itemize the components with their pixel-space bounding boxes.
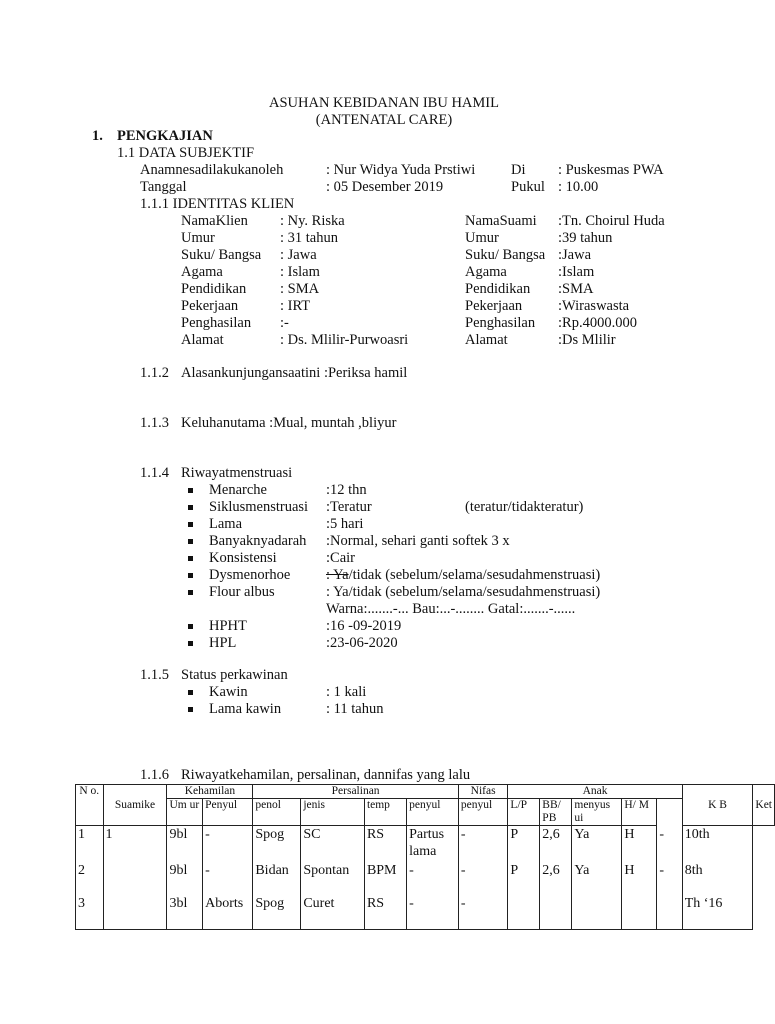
siklus-note: (teratur/tidakteratur) [465, 499, 584, 515]
perkawinan-heading: Status perkawinan [181, 667, 288, 683]
table-group-header [76, 785, 775, 799]
bullet-icon [188, 488, 193, 493]
header-penolong: penol [253, 799, 301, 826]
tanggal-label: Tanggal [140, 179, 187, 195]
suami-value: :Tn. Choirul Huda [558, 213, 665, 229]
cell-penyulit-kehamilan: Aborts [203, 895, 253, 930]
cell-kb: - [657, 826, 682, 862]
section-number: 1. [92, 128, 103, 144]
identitas-heading: 1.1.1 IDENTITAS KLIEN [140, 196, 295, 212]
klien-value: : SMA [280, 281, 320, 297]
perkawinan-label: Kawin [209, 684, 248, 700]
menstruasi-number: 1.1.4 [140, 465, 169, 481]
riwayat-number: 1.1.6 [140, 767, 169, 783]
klien-label: Penghasilan [181, 315, 252, 331]
cell-tempat: RS [364, 826, 406, 862]
bullet-icon [188, 573, 193, 578]
suami-label: Suku/ Bangsa [465, 247, 546, 263]
klien-value: : Ny. Riska [280, 213, 345, 229]
cell-lp: P [508, 862, 540, 895]
suami-value: :SMA [558, 281, 594, 297]
klien-label: Umur [181, 230, 215, 246]
klien-value: : 31 tahun [280, 230, 338, 246]
cell-penyulit-kehamilan: - [203, 826, 253, 862]
cell-umur: 9bl [167, 862, 203, 895]
klien-label: Suku/ Bangsa [181, 247, 262, 263]
tanggal-value: : 05 Desember 2019 [326, 179, 444, 195]
suami-label: Agama [465, 264, 507, 280]
cell-umur: 3bl [167, 895, 203, 930]
header-lp: L/P [508, 799, 540, 826]
menstruasi-value: :Teratur [326, 499, 372, 515]
cell-no: 1 [76, 826, 104, 862]
menstruasi-heading: Riwayatmenstruasi [181, 465, 293, 481]
alasan-number: 1.1.2 [140, 365, 169, 381]
cell-no: 3 [76, 895, 104, 930]
header-bbpb: BB/ PB [540, 799, 572, 826]
suami-label: Penghasilan [465, 315, 536, 331]
header-ket: Ket [753, 785, 775, 826]
cell-bbpb [540, 895, 572, 930]
header-penyulit-nifas: penyul [458, 799, 508, 826]
pukul-label: Pukul [511, 179, 545, 195]
menstruasi-value: :5 hari [326, 516, 364, 532]
keluhan-number: 1.1.3 [140, 415, 169, 431]
cell-jenis: Spontan [301, 862, 365, 895]
bullet-icon [188, 641, 193, 646]
header-jenis: jenis [301, 799, 365, 826]
menstruasi-label: Dysmenorhoe [209, 567, 291, 583]
menstruasi-label: Banyaknyadarah [209, 533, 307, 549]
menstruasi-value: : Ya/tidak (sebelum/selama/sesudahmenstruasi) [326, 584, 601, 600]
menstruasi-label: Flour albus [209, 584, 275, 600]
bullet-icon [188, 505, 193, 510]
cell-bbpb: 2,6 [540, 826, 572, 862]
perkawinan-value: : 1 kali [326, 684, 367, 700]
klien-value: : IRT [280, 298, 311, 314]
cell-penyulit-persalinan: - [407, 862, 459, 895]
dysmenorhoe-value [326, 567, 600, 584]
cell-penyulit-nifas: - [458, 862, 508, 895]
cell-hm [622, 895, 657, 930]
riwayat-table [75, 784, 775, 930]
menstruasi-value: :23-06-2020 [326, 635, 398, 651]
cell-kb: - [657, 862, 682, 895]
cell-penyulit-kehamilan: - [203, 862, 253, 895]
menstruasi-label: Lama [209, 516, 243, 532]
bullet-icon [188, 556, 193, 561]
menstruasi-value: :12 thn [326, 482, 367, 498]
cell-suamike: 1 [103, 826, 167, 862]
bullet-icon [188, 539, 193, 544]
cell-penyulit-persalinan: - [407, 895, 459, 930]
suami-label: Umur [465, 230, 499, 246]
cell-hm: H [622, 826, 657, 862]
cell-penolong: Spog [253, 895, 301, 930]
header-kb: K B [682, 785, 753, 826]
group-kehamilan: Kehamilan [167, 785, 253, 799]
cell-penyulit-nifas: - [458, 826, 508, 862]
cell-tempat: BPM [364, 862, 406, 895]
menstruasi-value: :16 -09-2019 [326, 618, 402, 634]
header-menyusui: menyus ui [572, 799, 622, 826]
menstruasi-label: HPL [209, 635, 237, 651]
cell-menyusui: Ya [572, 826, 622, 862]
header-umur: Um ur [167, 799, 203, 826]
cell-penyulit-persalinan: Partus lama [407, 826, 459, 862]
klien-value: : Jawa [280, 247, 317, 263]
pukul-value: : 10.00 [558, 179, 599, 195]
klien-value: : Ds. Mlilir-Purwoasri [280, 332, 409, 348]
cell-penyulit-nifas: - [458, 895, 508, 930]
subjektif-title: 1.1 DATA SUBJEKTIF [117, 145, 255, 161]
bullet-icon [188, 690, 193, 695]
cell-hm: H [622, 862, 657, 895]
cell-bbpb: 2,6 [540, 862, 572, 895]
table-column-header [76, 799, 775, 826]
header-penyulit-kehamilan: Penyul [203, 799, 253, 826]
cell-jenis: SC [301, 826, 365, 862]
cell-lp: P [508, 826, 540, 862]
header-tempat: temp [364, 799, 406, 826]
di-value: : Puskesmas PWA [558, 162, 664, 178]
alasan-text: Alasankunjungansaatini :Periksa hamil [181, 365, 408, 381]
cell-kb [657, 895, 682, 930]
table-row [76, 826, 775, 862]
suami-value: :Islam [558, 264, 595, 280]
klien-label: Pendidikan [181, 281, 247, 297]
section-title: PENGKAJIAN [117, 128, 213, 144]
bullet-icon [188, 590, 193, 595]
suami-value: :Wiraswasta [558, 298, 630, 314]
menstruasi-value: :Cair [326, 550, 355, 566]
klien-label: Pekerjaan [181, 298, 239, 314]
header-hm: H/ M [622, 799, 657, 826]
table-row [76, 895, 775, 930]
di-label: Di [511, 162, 526, 178]
suami-label: Pendidikan [465, 281, 531, 297]
suami-label: Alamat [465, 332, 508, 348]
cell-ket: 10th [682, 826, 753, 862]
flour-detail: Warna:.......-... Bau:...-........ Gatal:.......-...... [326, 601, 576, 617]
riwayat-heading: Riwayatkehamilan, persalinan, dannifas yang lalu [181, 767, 471, 783]
menstruasi-label: Siklusmenstruasi [209, 499, 309, 515]
table-row [76, 862, 775, 895]
cell-jenis: Curet [301, 895, 365, 930]
suami-value: :Jawa [558, 247, 592, 263]
struck-option: : Ya [326, 567, 349, 583]
header-penyulit-persalinan: penyul [407, 799, 459, 826]
suami-value: :Ds Mlilir [558, 332, 616, 348]
cell-ket: 8th [682, 862, 753, 895]
cell-ket: Th ‘16 [682, 895, 753, 930]
dysmenorhoe-options: /tidak (sebelum/selama/sesudahmenstruasi) [348, 567, 601, 583]
perkawinan-number: 1.1.5 [140, 667, 169, 683]
group-anak: Anak [508, 785, 682, 799]
group-nifas: Nifas [458, 785, 508, 799]
cell-menyusui [572, 895, 622, 930]
anamnesa-value: : Nur Widya Yuda Prstiwi [326, 162, 476, 178]
klien-label: Agama [181, 264, 223, 280]
keluhan-text: Keluhanutama :Mual, muntah ,bliyur [181, 415, 397, 431]
cell-suamike [103, 895, 167, 930]
klien-label: Alamat [181, 332, 224, 348]
cell-suamike [103, 862, 167, 895]
group-persalinan: Persalinan [253, 785, 459, 799]
cell-tempat: RS [364, 895, 406, 930]
suami-label: NamaSuami [465, 213, 537, 229]
bullet-icon [188, 707, 193, 712]
cell-penolong: Bidan [253, 862, 301, 895]
doc-subtitle: (ANTENATAL CARE) [315, 112, 453, 128]
suami-value: :Rp.4000.000 [558, 315, 637, 331]
cell-penolong: Spog [253, 826, 301, 862]
anamnesa-label: Anamnesadilakukanoleh [140, 162, 284, 178]
header-suamike: Suamike [103, 785, 167, 826]
suami-value: :39 tahun [558, 230, 613, 246]
cell-umur: 9bl [167, 826, 203, 862]
doc-title: ASUHAN KEBIDANAN IBU HAMIL [269, 95, 499, 111]
bullet-icon [188, 624, 193, 629]
menstruasi-label: Menarche [209, 482, 267, 498]
menstruasi-label: HPHT [209, 618, 247, 634]
suami-label: Pekerjaan [465, 298, 523, 314]
header-no: N o. [76, 785, 104, 826]
klien-value: :- [280, 315, 289, 331]
klien-label: NamaKlien [181, 213, 248, 229]
cell-menyusui: Ya [572, 862, 622, 895]
menstruasi-value: :Normal, sehari ganti softek 3 x [326, 533, 510, 549]
cell-no: 2 [76, 862, 104, 895]
klien-value: : Islam [280, 264, 320, 280]
perkawinan-value: : 11 tahun [326, 701, 384, 717]
menstruasi-label: Konsistensi [209, 550, 277, 566]
bullet-icon [188, 522, 193, 527]
perkawinan-label: Lama kawin [209, 701, 282, 717]
cell-lp [508, 895, 540, 930]
